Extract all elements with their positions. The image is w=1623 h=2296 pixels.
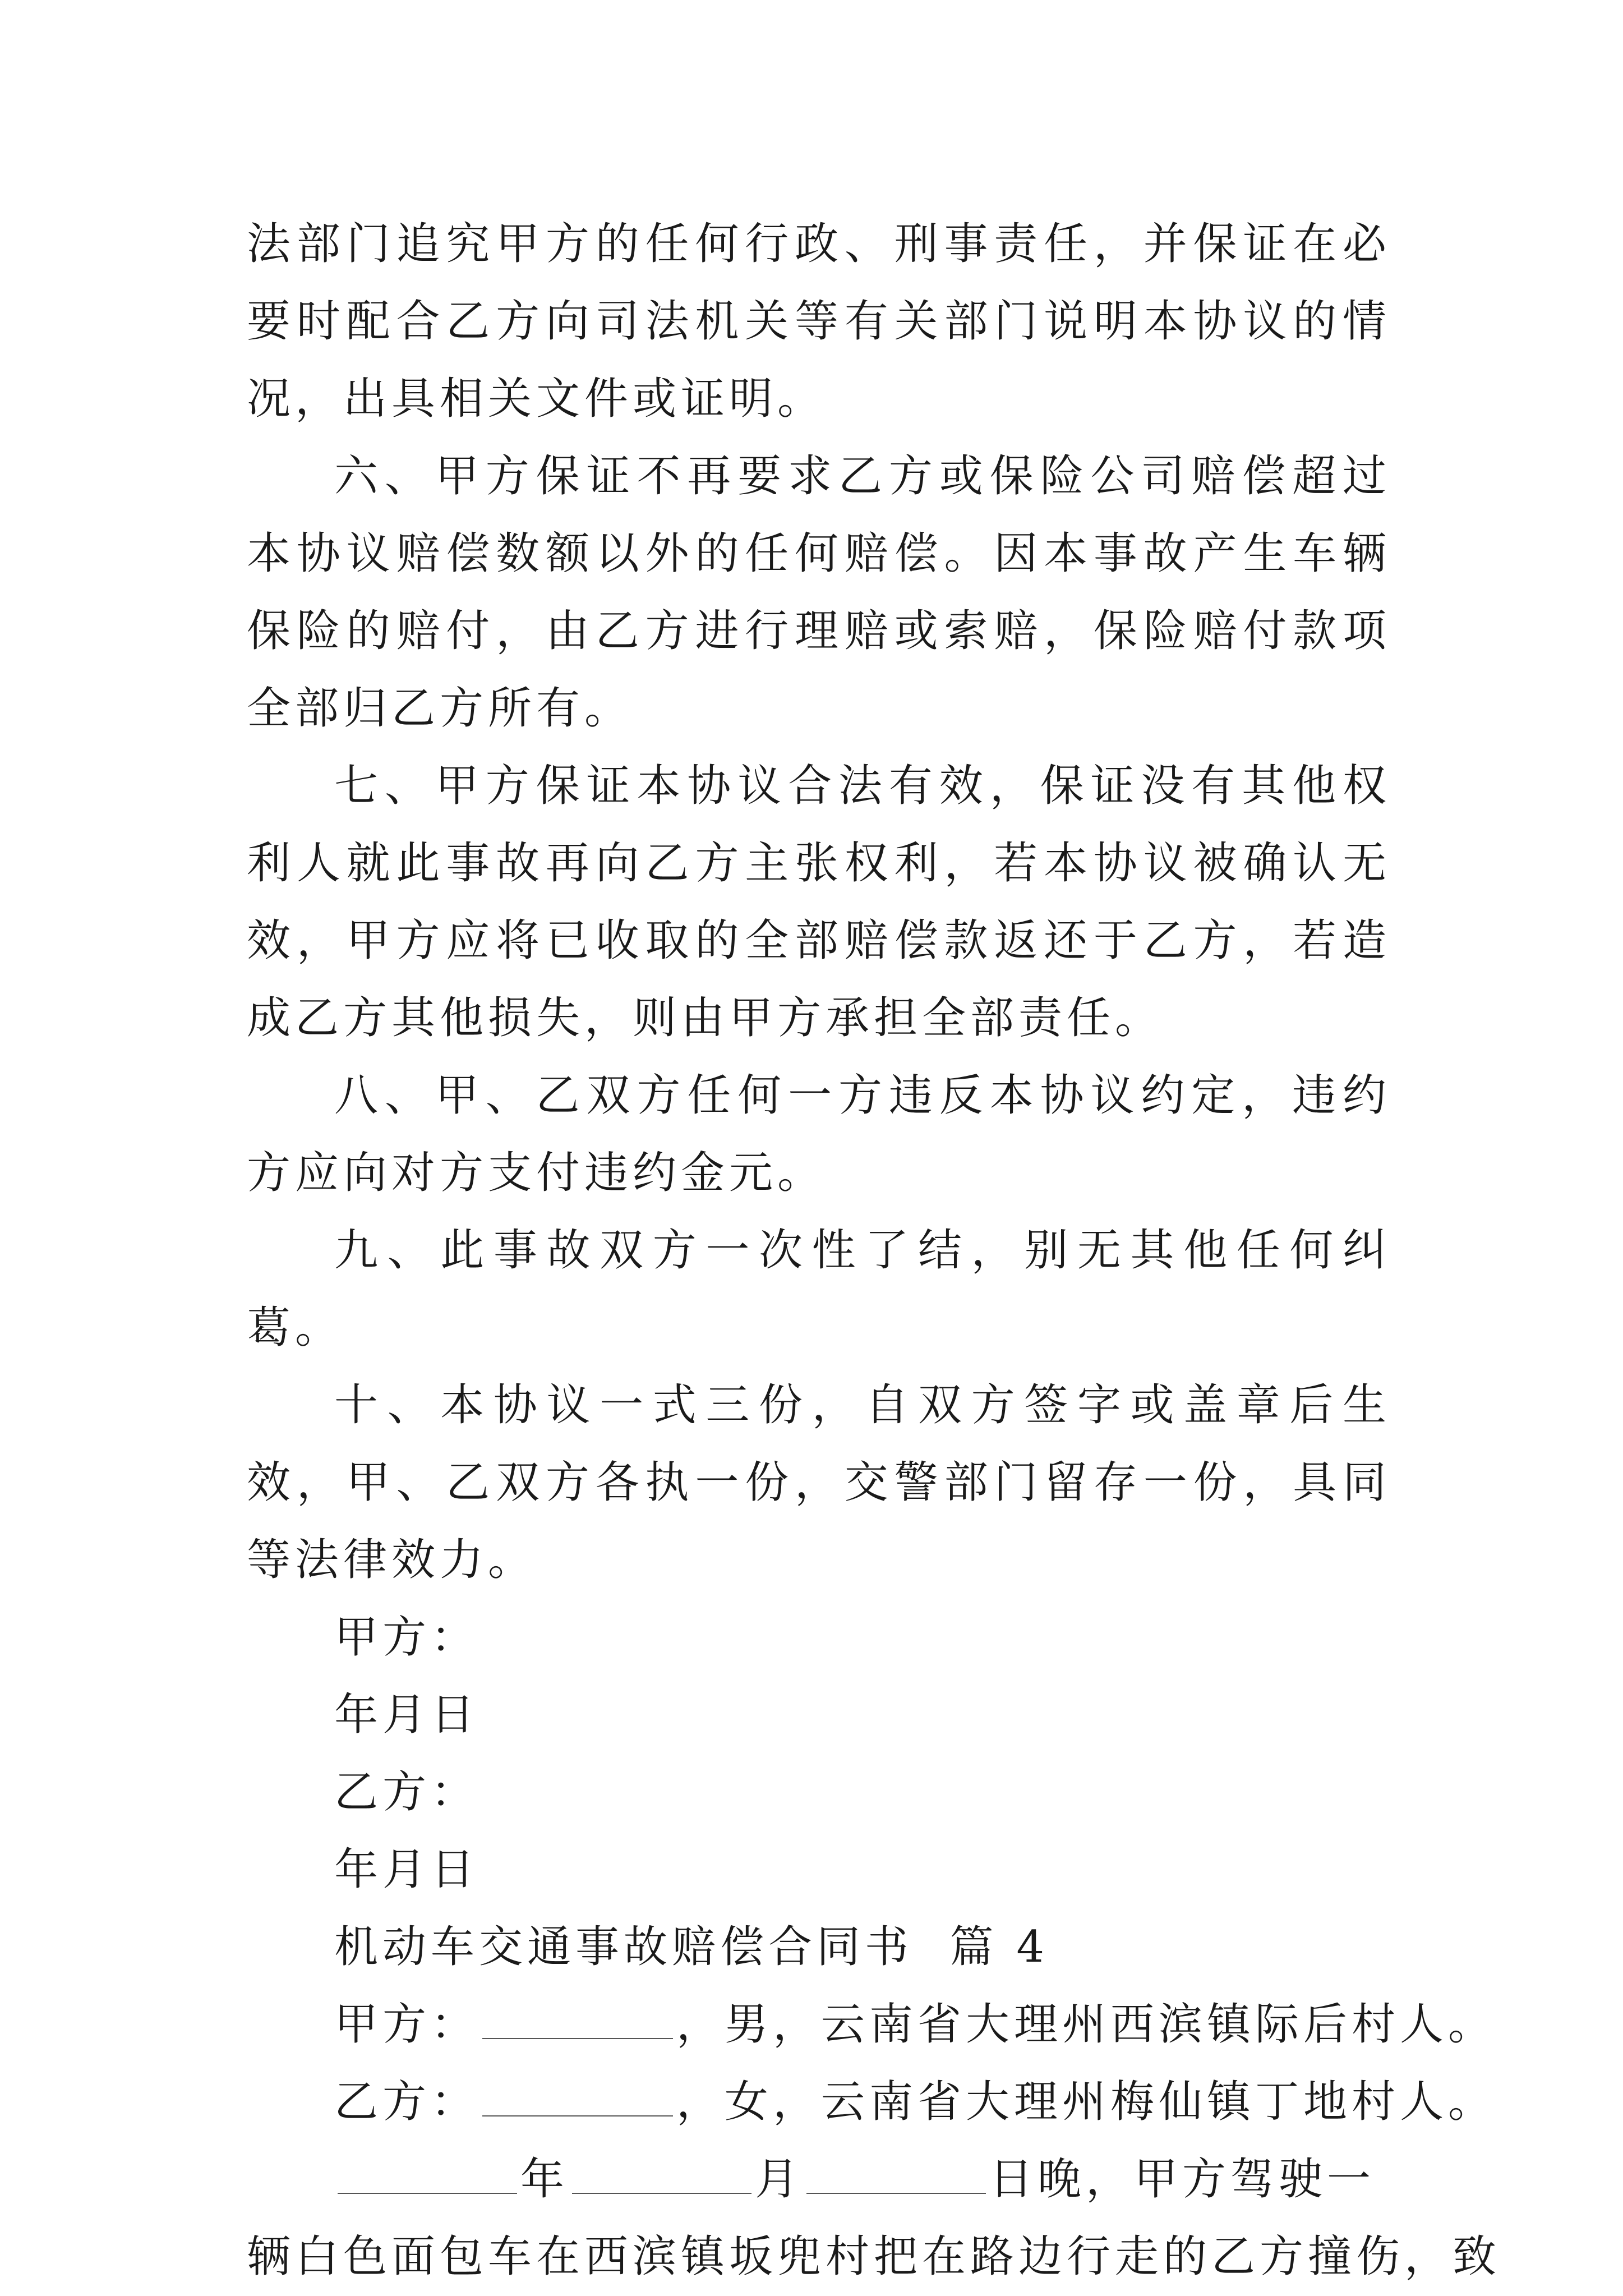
party-b-label: 乙方：	[334, 2077, 479, 2127]
day-and-event-text: 日晚，甲方驾驶一	[989, 2154, 1376, 2205]
clause-ten: 十、本协议一式三份，自双方签字或盖章后生效，甲、乙双方各执一份，交警部门留存一份，具同等法律效力。	[247, 1380, 1391, 1585]
day-blank	[806, 2152, 986, 2194]
section-title-text: 机动车交通事故赔偿合同书 篇 4	[334, 1922, 1049, 1972]
clause-nine: 九、此事故双方一次性了结，别无其他任何纠葛。	[247, 1225, 1391, 1353]
party-a-signature-label: 甲方：	[334, 1612, 479, 1663]
party-a-line	[247, 1986, 1497, 2063]
party-b-line	[247, 2063, 1497, 2141]
party-b-description: ，女，云南省大理州梅仙镇丁地村人。	[676, 2077, 1497, 2127]
party-a-signature-date: 年月日	[334, 1690, 479, 1740]
party-a-name-blank	[482, 1998, 673, 2039]
party-b-signature-date: 年月日	[334, 1844, 479, 1895]
accident-description: 辆白色面包车在西滨镇坂兜村把在路边行走的乙方撞伤，致	[247, 2231, 1501, 2282]
document-body	[247, 205, 1501, 2295]
section-title	[247, 1908, 1391, 1986]
year-label: 年	[520, 2154, 569, 2205]
paragraph-continuation: 法部门追究甲方的任何行政、刑事责任，并保证在必要时配合乙方向司法机关等有关部门说明本协议的情况，出具相关文件或证明。	[247, 219, 1391, 424]
year-blank	[338, 2152, 517, 2194]
month-label: 月	[755, 2154, 804, 2205]
party-a-label: 甲方：	[334, 1999, 479, 2050]
clause-eight: 八、甲、乙双方任何一方违反本协议约定，违约方应向对方支付违约金元。	[247, 1070, 1391, 1198]
party-b-signature-label: 乙方：	[334, 1767, 479, 1818]
party-a-description: ，男，云南省大理州西滨镇际后村人。	[676, 1999, 1497, 2050]
clause-six: 六、甲方保证不再要求乙方或保险公司赔偿超过本协议赔偿数额以外的任何赔偿。因本事故产生车辆保险的赔付，由乙方进行理赔或索赔，保险赔付款项全部归乙方所有。	[247, 451, 1391, 734]
clause-seven: 七、甲方保证本协议合法有效，保证没有其他权利人就此事故再向乙方主张权利，若本协议被确认无效，甲方应将已收取的全部赔偿款返还于乙方，若造成乙方其他损失，则由甲方承担全部责任。	[247, 761, 1391, 1043]
accident-date-line	[247, 2141, 1391, 2218]
month-blank	[572, 2152, 751, 2194]
party-b-name-blank	[482, 2075, 673, 2116]
